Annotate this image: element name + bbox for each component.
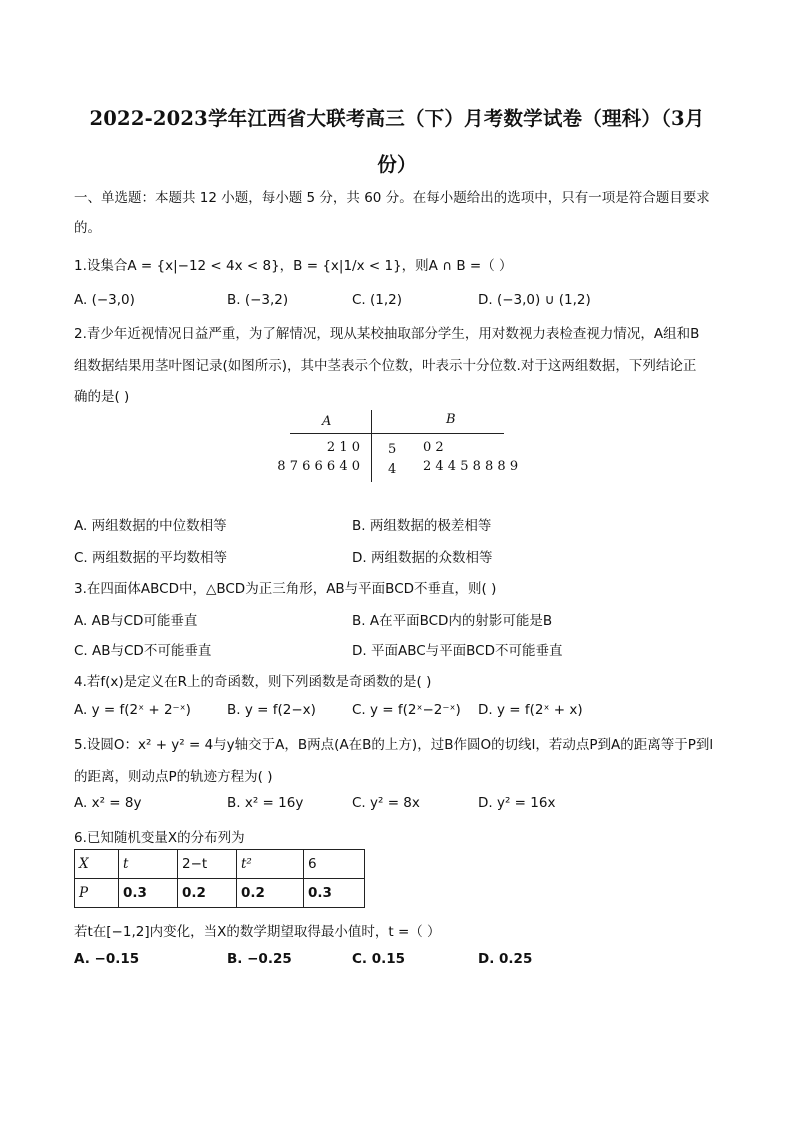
question-2-option-b: B. 两组数据的极差相等 bbox=[352, 518, 492, 534]
stem-leaf-header-b: B bbox=[446, 412, 456, 427]
question-4-option-b: B. y = f(2−x) bbox=[227, 702, 316, 718]
stem-leaf-plot bbox=[277, 406, 519, 482]
section-instructions-line-1: 一、单选题：本题共 12 小题，每小题 5 分，共 60 分。在每小题给出的选项中，只有一项是符合题目要求 bbox=[74, 190, 710, 206]
question-1-option-b: B. (−3,2) bbox=[227, 292, 289, 308]
stem-leaf-row-2-stem: 4 bbox=[388, 462, 397, 477]
distribution-row-p bbox=[75, 879, 365, 908]
table-cell: P bbox=[75, 879, 119, 908]
question-3-option-c: C. AB与CD不可能垂直 bbox=[74, 643, 212, 659]
question-4-option-c: C. y = f(2ˣ−2⁻ˣ) bbox=[352, 702, 461, 718]
stem-leaf-row-1-left: 2 1 0 bbox=[326, 440, 360, 455]
question-2-option-d: D. 两组数据的众数相等 bbox=[352, 550, 493, 566]
table-cell: 2−t bbox=[178, 850, 237, 879]
question-2-option-a: A. 两组数据的中位数相等 bbox=[74, 518, 227, 534]
question-3-option-a: A. AB与CD可能垂直 bbox=[74, 613, 198, 629]
table-cell: 0.2 bbox=[237, 879, 304, 908]
question-1-stem: 1.设集合A = {x|−12 < 4x < 8}，B = {x|1/x < 1}，则A ∩ B =（ ） bbox=[74, 258, 513, 274]
table-cell: t bbox=[119, 850, 178, 879]
stem-leaf-row-2-left: 8 7 6 6 6 4 0 bbox=[277, 459, 360, 474]
stem-leaf-row-2-right: 2 4 4 5 8 8 8 9 bbox=[423, 459, 519, 474]
question-1-option-c: C. (1,2) bbox=[352, 292, 403, 308]
question-5-option-d: D. y² = 16x bbox=[478, 795, 556, 811]
question-6-option-a: A. −0.15 bbox=[74, 951, 140, 967]
question-2-line-1: 2.青少年近视情况日益严重，为了解情况，现从某校抽取部分学生，用对数视力表检查视力情况，A组和B bbox=[74, 326, 700, 342]
question-5-line-1: 5.设圆O：x² + y² = 4与y轴交于A，B两点(A在B的上方)，过B作圆O的切线l，若动点P到A的距离等于P到l bbox=[74, 737, 714, 753]
question-4-option-d: D. y = f(2ˣ + x) bbox=[478, 702, 583, 718]
table-cell: 0.3 bbox=[119, 879, 178, 908]
question-5-option-c: C. y² = 8x bbox=[352, 795, 420, 811]
question-5-option-b: B. x² = 16y bbox=[227, 795, 304, 811]
distribution-row-x bbox=[75, 850, 365, 879]
table-cell: 6 bbox=[304, 850, 365, 879]
question-4-stem: 4.若f(x)是定义在R上的奇函数，则下列函数是奇函数的是( ) bbox=[74, 674, 432, 690]
table-cell: t² bbox=[237, 850, 304, 879]
question-2-option-c: C. 两组数据的平均数相等 bbox=[74, 550, 228, 566]
question-6-stem: 6.已知随机变量X的分布列为 bbox=[74, 830, 245, 846]
question-5-option-a: A. x² = 8y bbox=[74, 795, 142, 811]
stem-leaf-horizontal-rule bbox=[290, 433, 504, 434]
title-line-2: 份） bbox=[377, 153, 417, 176]
table-cell: 0.3 bbox=[304, 879, 365, 908]
question-3-stem: 3.在四面体ABCD中，△BCD为正三角形，AB与平面BCD不垂直，则( ) bbox=[74, 581, 497, 597]
question-6-option-b: B. −0.25 bbox=[227, 951, 292, 967]
question-2-line-3: 确的是( ) bbox=[74, 389, 130, 405]
stem-leaf-row-1-right: 0 2 bbox=[423, 440, 444, 455]
question-4-option-a: A. y = f(2ˣ + 2⁻ˣ) bbox=[74, 702, 191, 718]
table-cell: 0.2 bbox=[178, 879, 237, 908]
table-cell: X bbox=[75, 850, 119, 879]
stem-leaf-header-a: A bbox=[322, 414, 332, 429]
question-5-line-2: 的距离，则动点P的轨迹方程为( ) bbox=[74, 769, 273, 785]
distribution-table bbox=[74, 849, 365, 908]
exam-title bbox=[60, 96, 734, 188]
stem-leaf-row-1-stem: 5 bbox=[388, 442, 397, 457]
question-1-option-d: D. (−3,0) ∪ (1,2) bbox=[478, 292, 591, 308]
question-2-line-2: 组数据结果用茎叶图记录(如图所示)，其中茎表示个位数，叶表示十分位数.对于这两组数据，下列结论正 bbox=[74, 358, 697, 374]
question-3-option-b: B. A在平面BCD内的射影可能是B bbox=[352, 613, 553, 629]
question-3-option-d: D. 平面ABC与平面BCD不可能垂直 bbox=[352, 643, 563, 659]
question-1-option-a: A. (−3,0) bbox=[74, 292, 135, 308]
title-line-1: 2022-2023学年江西省大联考高三（下）月考数学试卷（理科）（3月 bbox=[89, 107, 705, 130]
question-6-condition: 若t在[−1,2]内变化，当X的数学期望取得最小值时，t =（ ） bbox=[74, 924, 441, 940]
question-6-option-c: C. 0.15 bbox=[352, 951, 406, 967]
stem-leaf-vertical-rule bbox=[371, 410, 372, 482]
question-6-option-d: D. 0.25 bbox=[478, 951, 533, 967]
section-instructions-line-2: 的。 bbox=[74, 220, 101, 236]
